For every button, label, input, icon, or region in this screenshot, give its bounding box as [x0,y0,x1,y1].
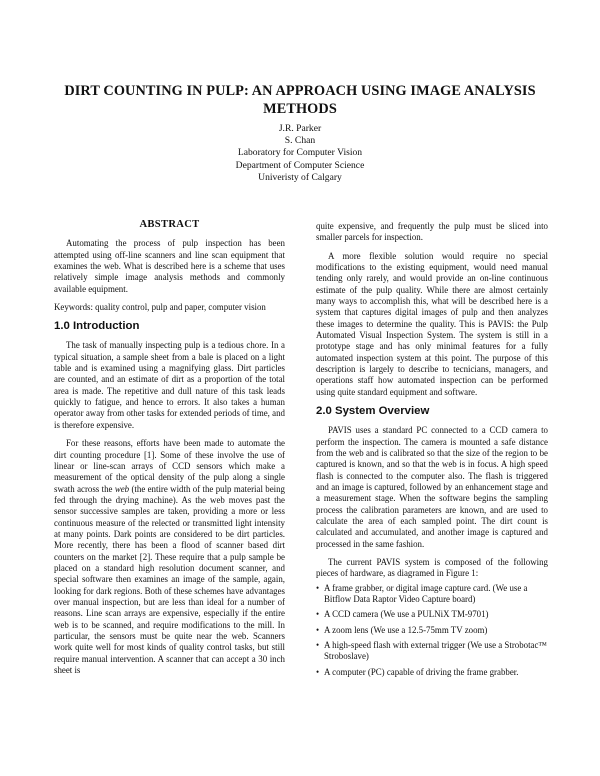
affiliation-dept: Department of Computer Science [235,159,365,171]
emphasis-text: web [114,483,130,494]
text-span: (the entire width of the pulp material being fed through the drying machine). As the web moves past the sensor successive samples are taken, providing a more or less continuous measure of the relected or transmitted light intensity at many points. Dark points are considered to be dirt particles. More recently, there has been a flood of scanner based dirt counters on the market [2]. These require that a pulp sample be placed on a standard high resolution document scanner, and special software then examines an image of the sample, again, looking for dark regions. Both of these schemes have advantages over manual inspection, but are less than ideal for a number of reasons. Line scan arrays are expensive, especially if the entire web is to be scanned, and require modifications to the mill. In particular, the sensors must be quite near the web. Scanners work quite well for most kinds of quality control tasks, but still require manual intervention. A scanner that can accept a 30 inch sheet is [54,483,285,676]
author-name: S. Chan [284,135,316,147]
list-item: • A frame grabber, or digital image capture card. (We use a Bitflow Data Raptor Video Capture board) [316,583,548,606]
text-span: For these reasons, efforts have been made to automate the dirt counting procedure [1]. Some of these involve the use of linear or line-scan arrays of CCD sensors which make a measurement of the optical density of the pulp along a single swath across the [54,438,285,494]
paragraph [54,438,285,676]
left-column [54,219,285,676]
paragraph: quite expensive, and frequently the pulp must be sliced into smaller parcels for inspection. [316,221,548,243]
abstract-heading: ABSTRACT [139,219,200,230]
paragraph: The current PAVIS system is composed of the following pieces of hardware, as diagramed in Figure 1: [316,556,548,579]
list-item: • A high-speed flash with external trigger (We use a Strobotac™ Stroboslave) [316,640,548,663]
author-name: J.R. Parker [278,123,322,134]
right-column [316,221,548,682]
section-heading-introduction: 1.0 Introduction [54,320,140,333]
affiliation-lab: Laboratory for Computer Vision [237,147,363,159]
paper-title: DIRT COUNTING IN PULP: AN APPROACH USING IMAGE ANALYSIS METHODS [64,83,536,117]
paragraph: A more flexible solution would require no special modifications to the existing equipment, would need manual tending only rarely, and would provide an on-line continuous estimate of the pulp quality. While there are almost certainly many ways to accomplish this, what will be described here is a system that captures digital images of pulp and then analyzes these images to determine the quality. This is PAVIS: the Pulp Automated Visual Inspection System. The system is still in a prototype stage and has only minimal features for a fully automated inspection system at this point. The purpose of this description is largely to describe to tecnicians, managers, and operations staff how automated inspection can be performed using quite standard equipment and software. [316,250,548,397]
keywords: Keywords: quality control, pulp and paper, computer vision [54,302,266,313]
list-item: • A CCD camera (We use a PULNiX TM-9701) [316,609,548,620]
abstract-text: Automating the process of pulp inspection has been attempted using off-line scanners and line scan equipment that examines the web. What is described here is a scheme that uses relatively simple image analysis methods and commonly available equipment. [54,238,285,294]
author-block [150,123,450,184]
hardware-list [316,583,548,678]
affiliation-university: Univeristy of Calgary [258,171,342,183]
section-heading-system-overview: 2.0 System Overview [316,405,430,418]
list-item: • A zoom lens (We use a 12.5-75mm TV zoom) [316,625,548,636]
paragraph: PAVIS uses a standard PC connected to a CCD camera to perform the inspection. The camera is mounted a safe distance from the web and is calibrated so that the size of the region to be captured is known, and so that the web is in focus. A high speed flash is connected to the computer also. The flash is triggered and an image is captured, followed by an enhancement stage and a measurement stage. When the software begins the sampling process the calibration parameters are known, and are used to calculate the area of each sampled point. The dirt count is calculated and accumulated, and another image is captured and processed in the same fashion. [316,425,548,549]
list-item: • A computer (PC) capable of driving the frame grabber. [316,667,548,678]
paragraph: The task of manually inspecting pulp is a tedious chore. In a typical situation, a sample sheet from a bale is placed on a light table and is examined using a magnifying glass. Dirt particles are counted, and an estimate of dirt as a proportion of the total area is made. The repetitive and dull nature of this task leads quickly to fatigue, and hence to errors. It also takes a human operator away from other tasks for extended periods of time, and is therefore expensive. [54,340,285,430]
